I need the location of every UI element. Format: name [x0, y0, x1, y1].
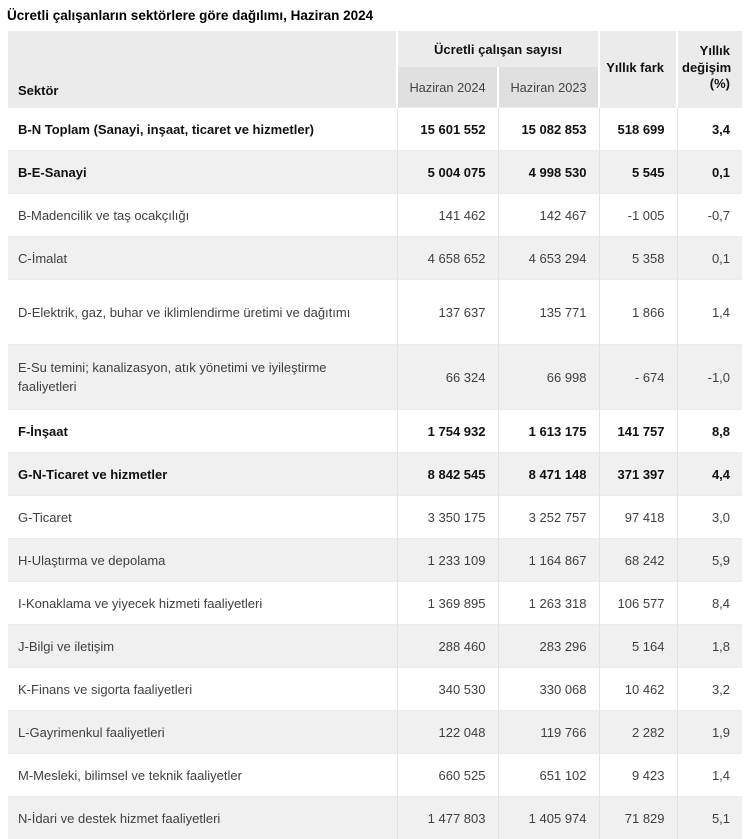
sector-cell: B-Madencilik ve taş ocakçılığı — [8, 194, 397, 237]
table-body — [8, 108, 742, 839]
table-row-total — [8, 108, 742, 151]
column-header-sector: Sektör — [8, 31, 397, 108]
column-header-annual-change-pct: Yıllık değişim (%) — [677, 31, 742, 108]
annual-difference-cell: 71 829 — [599, 797, 677, 839]
table-row-mining — [8, 194, 742, 237]
value-2024-cell: 3 350 175 — [397, 496, 498, 539]
annual-change-cell: 4,4 — [677, 453, 742, 496]
annual-difference-cell: 518 699 — [599, 108, 677, 151]
table-row-transportation — [8, 539, 742, 582]
table-row-accommodation-food — [8, 582, 742, 625]
column-header-june-2024: Haziran 2024 — [397, 67, 498, 108]
column-header-annual-difference: Yıllık fark — [599, 31, 677, 108]
annual-difference-cell: -1 005 — [599, 194, 677, 237]
table-row-professional-scientific — [8, 754, 742, 797]
annual-difference-cell: 371 397 — [599, 453, 677, 496]
sector-cell: H-Ulaştırma ve depolama — [8, 539, 397, 582]
table-row-trade — [8, 496, 742, 539]
value-2023-cell: 15 082 853 — [498, 108, 599, 151]
value-2023-cell: 651 102 — [498, 754, 599, 797]
value-2024-cell: 1 233 109 — [397, 539, 498, 582]
table-row-information-communication — [8, 625, 742, 668]
annual-change-cell: 0,1 — [677, 151, 742, 194]
value-2023-cell: 4 998 530 — [498, 151, 599, 194]
annual-change-cell: -1,0 — [677, 345, 742, 410]
annual-difference-cell: 5 358 — [599, 237, 677, 280]
sector-cell: L-Gayrimenkul faaliyetleri — [8, 711, 397, 754]
table-row-real-estate — [8, 711, 742, 754]
column-group-header-paid-employees: Ücretli çalışan sayısı — [397, 31, 599, 67]
value-2023-cell: 66 998 — [498, 345, 599, 410]
value-2024-cell: 8 842 545 — [397, 453, 498, 496]
sector-cell: N-İdari ve destek hizmet faaliyetleri — [8, 797, 397, 839]
value-2024-cell: 122 048 — [397, 711, 498, 754]
table-row-trade-services-total — [8, 453, 742, 496]
annual-change-cell: 3,0 — [677, 496, 742, 539]
value-2023-cell: 135 771 — [498, 280, 599, 345]
annual-change-cell: 5,1 — [677, 797, 742, 839]
annual-difference-cell: 141 757 — [599, 410, 677, 453]
sector-cell: F-İnşaat — [8, 410, 397, 453]
value-2023-cell: 1 405 974 — [498, 797, 599, 839]
annual-change-cell: 8,8 — [677, 410, 742, 453]
value-2023-cell: 283 296 — [498, 625, 599, 668]
annual-difference-cell: 106 577 — [599, 582, 677, 625]
table-row-electricity-gas — [8, 280, 742, 345]
value-2024-cell: 15 601 552 — [397, 108, 498, 151]
annual-change-cell: 1,4 — [677, 280, 742, 345]
value-2023-cell: 1 613 175 — [498, 410, 599, 453]
annual-difference-cell: 10 462 — [599, 668, 677, 711]
value-2023-cell: 119 766 — [498, 711, 599, 754]
value-2023-cell: 1 263 318 — [498, 582, 599, 625]
table-row-administrative-support — [8, 797, 742, 839]
value-2023-cell: 4 653 294 — [498, 237, 599, 280]
value-2024-cell: 1 754 932 — [397, 410, 498, 453]
value-2023-cell: 142 467 — [498, 194, 599, 237]
value-2024-cell: 1 477 803 — [397, 797, 498, 839]
table-header — [8, 31, 742, 108]
annual-change-cell: 3,2 — [677, 668, 742, 711]
annual-difference-cell: - 674 — [599, 345, 677, 410]
value-2023-cell: 8 471 148 — [498, 453, 599, 496]
table-row-industry-total — [8, 151, 742, 194]
value-2024-cell: 660 525 — [397, 754, 498, 797]
page-title: Ücretli çalışanların sektörlere göre dağılımı, Haziran 2024 — [7, 8, 750, 23]
sector-cell: I-Konaklama ve yiyecek hizmeti faaliyetleri — [8, 582, 397, 625]
value-2023-cell: 330 068 — [498, 668, 599, 711]
annual-difference-cell: 68 242 — [599, 539, 677, 582]
sector-cell: M-Mesleki, bilimsel ve teknik faaliyetler — [8, 754, 397, 797]
annual-difference-cell: 97 418 — [599, 496, 677, 539]
annual-change-cell: -0,7 — [677, 194, 742, 237]
annual-change-cell: 1,9 — [677, 711, 742, 754]
sector-cell: K-Finans ve sigorta faaliyetleri — [8, 668, 397, 711]
annual-difference-cell: 1 866 — [599, 280, 677, 345]
sector-distribution-table — [8, 31, 742, 839]
value-2024-cell: 137 637 — [397, 280, 498, 345]
annual-change-cell: 3,4 — [677, 108, 742, 151]
sector-cell: E-Su temini; kanalizasyon, atık yönetimi ve iyileştirme faaliyetleri — [8, 345, 397, 410]
value-2024-cell: 5 004 075 — [397, 151, 498, 194]
sector-cell: G-N-Ticaret ve hizmetler — [8, 453, 397, 496]
value-2024-cell: 4 658 652 — [397, 237, 498, 280]
annual-change-cell: 8,4 — [677, 582, 742, 625]
value-2024-cell: 66 324 — [397, 345, 498, 410]
value-2023-cell: 1 164 867 — [498, 539, 599, 582]
table-row-water-supply — [8, 345, 742, 410]
annual-change-cell: 0,1 — [677, 237, 742, 280]
annual-difference-cell: 2 282 — [599, 711, 677, 754]
annual-change-cell: 5,9 — [677, 539, 742, 582]
column-header-june-2023: Haziran 2023 — [498, 67, 599, 108]
annual-difference-cell: 5 164 — [599, 625, 677, 668]
table-row-finance-insurance — [8, 668, 742, 711]
sector-cell: C-İmalat — [8, 237, 397, 280]
table-row-manufacturing — [8, 237, 742, 280]
sector-cell: D-Elektrik, gaz, buhar ve iklimlendirme üretimi ve dağıtımı — [8, 280, 397, 345]
value-2024-cell: 288 460 — [397, 625, 498, 668]
sector-cell: J-Bilgi ve iletişim — [8, 625, 397, 668]
sector-cell: G-Ticaret — [8, 496, 397, 539]
value-2023-cell: 3 252 757 — [498, 496, 599, 539]
value-2024-cell: 1 369 895 — [397, 582, 498, 625]
value-2024-cell: 340 530 — [397, 668, 498, 711]
table-row-construction — [8, 410, 742, 453]
annual-difference-cell: 9 423 — [599, 754, 677, 797]
annual-difference-cell: 5 545 — [599, 151, 677, 194]
sector-cell: B-N Toplam (Sanayi, inşaat, ticaret ve hizmetler) — [8, 108, 397, 151]
value-2024-cell: 141 462 — [397, 194, 498, 237]
sector-cell: B-E-Sanayi — [8, 151, 397, 194]
annual-change-cell: 1,4 — [677, 754, 742, 797]
annual-change-cell: 1,8 — [677, 625, 742, 668]
